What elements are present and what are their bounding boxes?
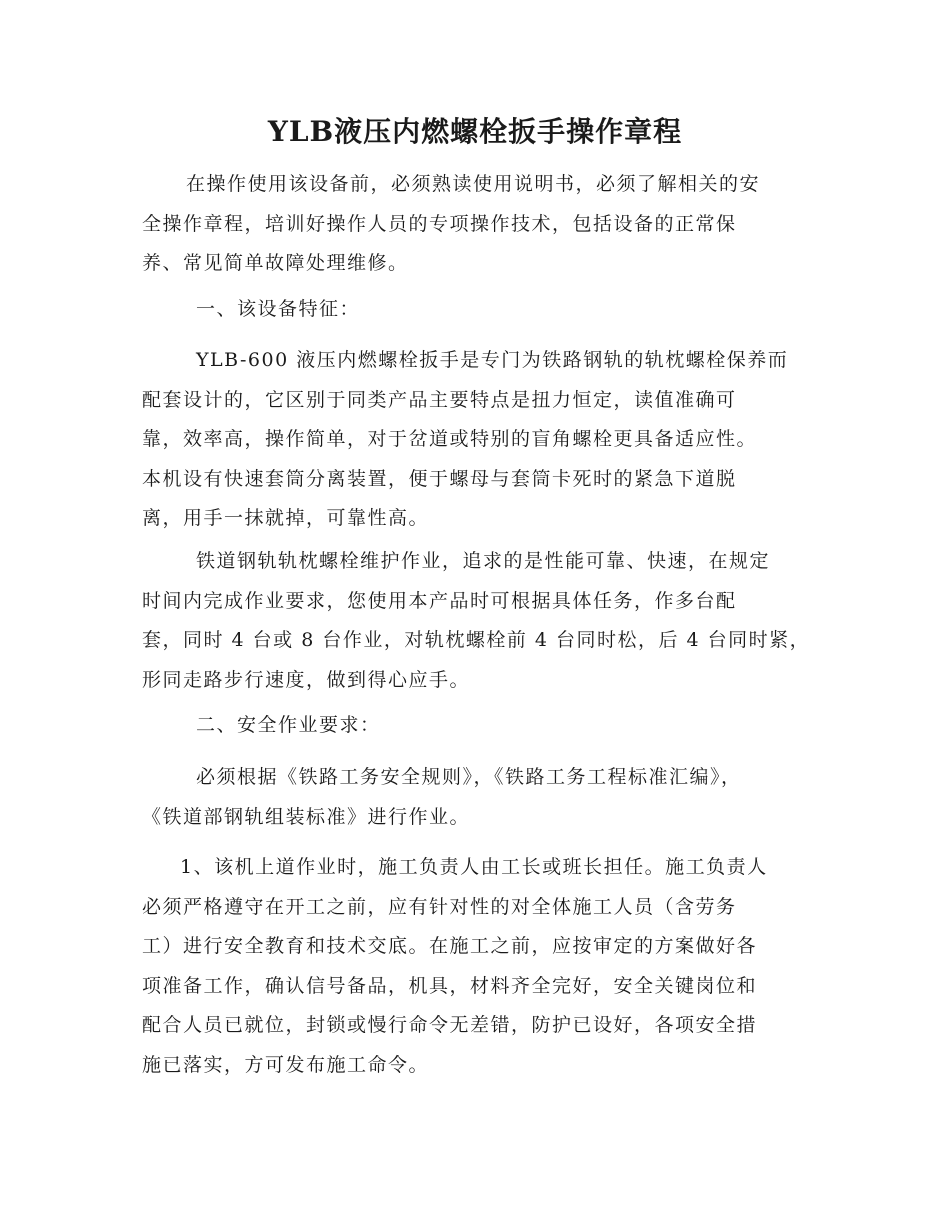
- text-line: 施已落实，方可发布施工命令。: [142, 1053, 430, 1076]
- text-line: 配合人员已就位，封锁或慢行命令无差错，防护已设好，各项安全措: [142, 1014, 758, 1036]
- text-line: 靠，效率高，操作简单，对于岔道或特别的盲角螺栓更具备适应性。: [142, 428, 758, 450]
- paragraph-intro: [142, 165, 806, 284]
- text-line: 套，同时 4 台或 8 台作业，对轨枕螺栓前 4 台同时松，后 4 台同时紧，: [142, 629, 811, 651]
- heading-text: 二、安全作业要求：: [196, 714, 381, 736]
- section-heading-features: [142, 290, 806, 330]
- text-line: 形同走路步行速度，做到得心应手。: [142, 668, 471, 691]
- document-title: YLB液压内燃螺栓扳手操作章程: [267, 115, 683, 148]
- text-line: 时间内完成作业要求，您使用本产品时可根据具体任务，作多台配: [142, 589, 737, 612]
- text-line: 离，用手一抹就掉，可靠性高。: [142, 507, 430, 529]
- text-line: 本机设有快速套筒分离装置，便于螺母与套筒卡死时的紧急下道脱: [142, 467, 737, 490]
- text-line: YLB-600 液压内燃螺栓扳手是专门为铁路钢轨的轨枕螺栓保养而: [196, 349, 789, 371]
- text-line: 工）进行安全教育和技术交底。在施工之前，应按审定的方案做好各: [142, 935, 758, 957]
- paragraph-standards: [142, 758, 806, 837]
- text-line: 配套设计的，它区别于同类产品主要特点是扭力恒定，读值准确可: [142, 388, 737, 411]
- text-line: 全操作章程，培训好操作人员的专项操作技术，包括设备的正常保: [142, 212, 737, 235]
- text-line: 铁道钢轨轨枕螺栓维护作业，追求的是性能可靠、快速，在规定: [196, 550, 771, 572]
- text-line: 必须根据《铁路工务安全规则》，《铁路工务工程标准汇编》，: [196, 766, 742, 788]
- section-heading-safety: [142, 706, 806, 746]
- text-line: 1、该机上道作业时，施工负责人由工长或班长担任。施工负责人: [180, 856, 768, 878]
- text-line: 养、常见简单故障处理维修。: [142, 252, 409, 274]
- text-line: 《铁道部钢轨组装标准》进行作业。: [142, 805, 471, 828]
- text-line: 在操作使用该设备前，必须熟读使用说明书，必须了解相关的安: [186, 173, 761, 195]
- paragraph-features: [142, 341, 806, 539]
- text-line: 必须严格遵守在开工之前，应有针对性的对全体施工人员（含劳务: [142, 895, 737, 918]
- paragraph-usage: [142, 542, 811, 700]
- heading-text: 一、该设备特征：: [196, 298, 361, 320]
- paragraph-rule-1: [142, 848, 806, 1085]
- text-line: 项准备工作，确认信号备品，机具，材料齐全完好，安全关键岗位和: [142, 974, 758, 997]
